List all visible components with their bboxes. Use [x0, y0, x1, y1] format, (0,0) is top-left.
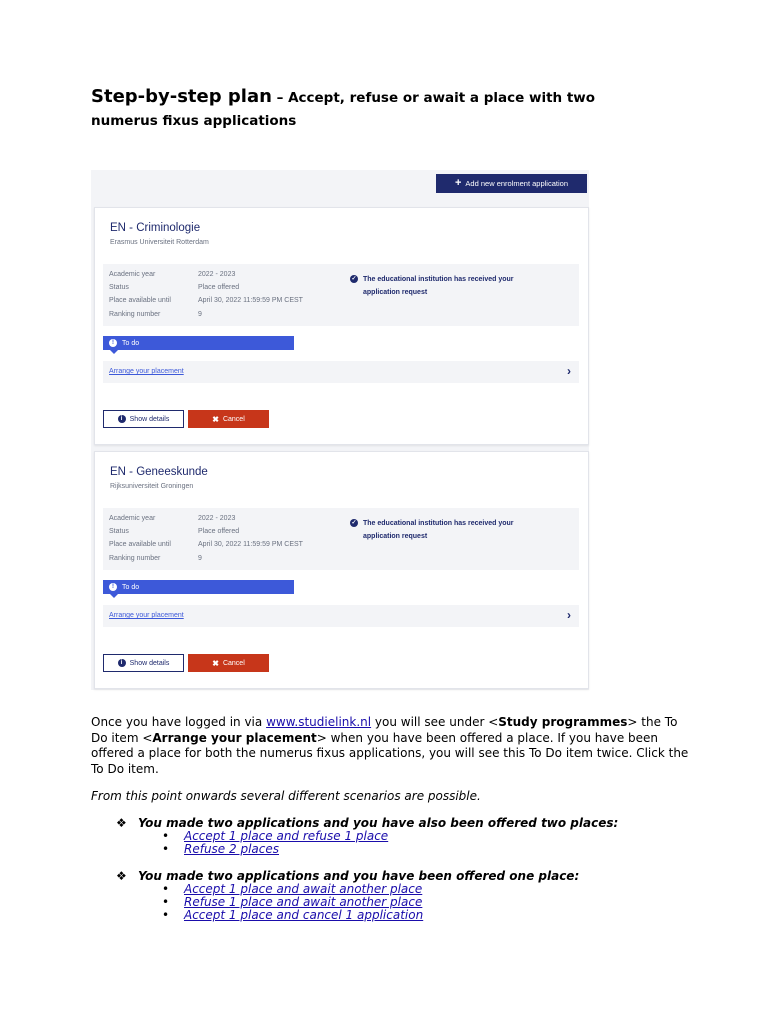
list-item	[162, 843, 279, 857]
title-rest-line1: Accept, refuse or await a place with two	[288, 90, 596, 106]
show-details-button[interactable]	[103, 654, 184, 672]
value-academic-year: 2022 - 2023	[198, 515, 236, 522]
label-place-available: Place available until	[109, 541, 171, 548]
close-icon: ✖	[212, 658, 219, 668]
notice-line1: The educational institution has received your	[363, 520, 514, 527]
enrolment-card	[94, 207, 589, 445]
enrolment-card	[94, 451, 589, 689]
p1-text-d: > when you have been offered a place. If you have been offered a place for both the numerus fixus applications, you will see this To Do item twice. Click the To Do item.	[91, 730, 689, 776]
intro-paragraph	[91, 715, 691, 777]
p1-text-c: > the To Do item <	[91, 715, 678, 745]
arrange-placement-row[interactable]	[103, 361, 579, 383]
tab-notch	[110, 594, 118, 598]
show-details-label: Show details	[129, 415, 170, 423]
notice-line2: application request	[363, 533, 428, 540]
add-enrolment-label: Add new enrolment application	[465, 179, 568, 188]
scenario-heading-text: You made two applications and you have also been offered two places:	[138, 816, 619, 830]
exclamation-icon: !	[109, 583, 117, 591]
label-status: Status	[109, 284, 129, 291]
label-place-available: Place available until	[109, 297, 171, 304]
bullet-icon: •	[162, 908, 170, 922]
todo-tab	[103, 336, 294, 350]
studielink-screenshot	[91, 170, 589, 690]
notice-line2: application request	[363, 289, 428, 296]
cancel-label: Cancel	[222, 415, 245, 423]
scenario-link[interactable]: Refuse 2 places	[184, 842, 279, 856]
chevron-right-icon[interactable]: ›	[567, 364, 571, 378]
show-details-label: Show details	[129, 659, 170, 667]
value-place-available: April 30, 2022 11:59:59 PM CEST	[198, 297, 303, 304]
todo-label: To do	[122, 583, 140, 591]
add-enrolment-button[interactable]	[436, 174, 587, 193]
institution-name: Rijksuniversiteit Groningen	[110, 483, 194, 490]
cancel-button[interactable]	[188, 654, 269, 672]
programme-title: EN - Geneeskunde	[110, 466, 208, 478]
scenario-link[interactable]: Accept 1 place and await another place	[184, 882, 423, 896]
chevron-right-icon[interactable]: ›	[567, 608, 571, 622]
bullet-icon: •	[162, 895, 170, 909]
check-circle-icon: ✓	[351, 520, 357, 526]
p1-text-b: you will see under <	[371, 715, 499, 729]
institution-name: Erasmus Universiteit Rotterdam	[110, 239, 209, 246]
scenario-link[interactable]: Accept 1 place and cancel 1 application	[184, 908, 424, 922]
p1-bold-arrange: Arrange your placement	[152, 730, 317, 745]
received-notice	[350, 517, 563, 543]
diamond-bullet-icon: ❖	[116, 869, 127, 883]
document-title	[91, 86, 691, 132]
title-main: Step-by-step plan	[91, 86, 272, 107]
notice-line1: The educational institution has received your	[363, 276, 514, 283]
todo-tab	[103, 580, 294, 594]
todo-label: To do	[122, 339, 140, 347]
arrange-placement-row[interactable]	[103, 605, 579, 627]
list-item	[162, 909, 423, 923]
plus-icon: +	[454, 177, 462, 189]
label-academic-year: Academic year	[109, 271, 156, 278]
application-info	[103, 508, 579, 570]
title-rest-line2: numerus fixus applications	[91, 113, 297, 129]
close-icon: ✖	[212, 414, 219, 424]
studielink-link[interactable]: www.studielink.nl	[266, 715, 372, 729]
exclamation-icon: !	[109, 339, 117, 347]
label-academic-year: Academic year	[109, 515, 156, 522]
show-details-button[interactable]	[103, 410, 184, 428]
label-ranking-number: Ranking number	[109, 555, 161, 562]
scenarios-intro: From this point onwards several different scenarios are possible.	[91, 789, 481, 803]
cancel-button[interactable]	[188, 410, 269, 428]
value-place-available: April 30, 2022 11:59:59 PM CEST	[198, 541, 303, 548]
scenario-link[interactable]: Accept 1 place and refuse 1 place	[184, 829, 389, 843]
programme-title: EN - Criminologie	[110, 222, 201, 234]
application-info	[103, 264, 579, 326]
title-separator: –	[271, 90, 289, 106]
value-academic-year: 2022 - 2023	[198, 271, 236, 278]
value-ranking-number: 9	[198, 555, 202, 562]
label-ranking-number: Ranking number	[109, 311, 161, 318]
bullet-icon: •	[162, 882, 170, 896]
value-status: Place offered	[198, 284, 240, 291]
bullet-icon: •	[162, 842, 170, 856]
bullet-icon: •	[162, 829, 170, 843]
value-ranking-number: 9	[198, 311, 202, 318]
scenario-heading-text: You made two applications and you have been offered one place:	[138, 869, 580, 883]
label-status: Status	[109, 528, 129, 535]
received-notice	[350, 273, 563, 299]
diamond-bullet-icon: ❖	[116, 816, 127, 830]
p1-bold-study-programmes: Study programmes	[498, 715, 628, 729]
arrange-placement-link[interactable]: Arrange your placement	[109, 612, 184, 619]
p1-text-a: Once you have logged in via	[91, 715, 267, 729]
value-status: Place offered	[198, 528, 240, 535]
info-icon: i	[118, 415, 126, 423]
info-icon: i	[118, 659, 126, 667]
scenario-link[interactable]: Refuse 1 place and await another place	[184, 895, 423, 909]
cancel-label: Cancel	[222, 659, 245, 667]
tab-notch	[110, 350, 118, 354]
arrange-placement-link[interactable]: Arrange your placement	[109, 368, 184, 375]
check-circle-icon: ✓	[351, 276, 357, 282]
